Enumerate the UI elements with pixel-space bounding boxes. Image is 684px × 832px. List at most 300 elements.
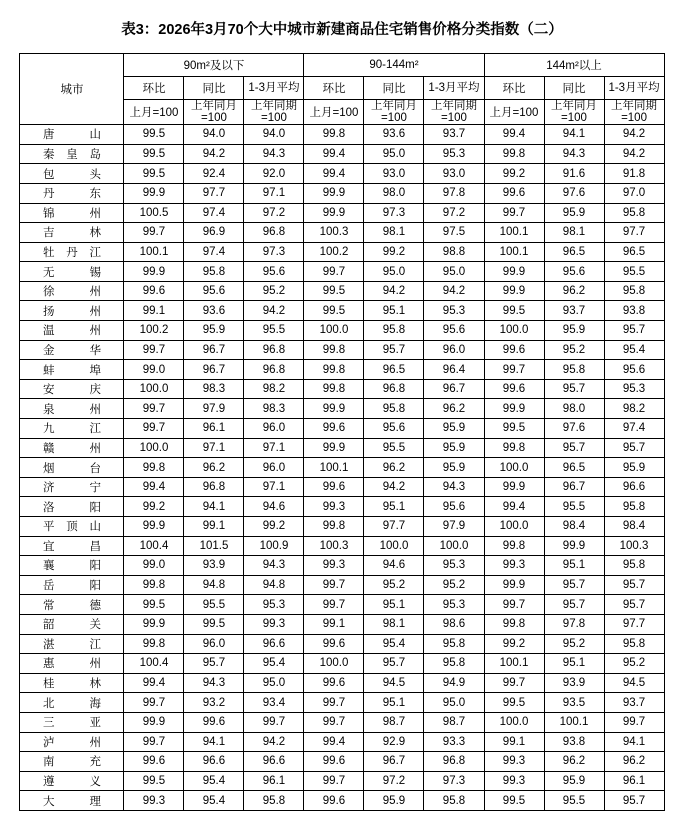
value-cell: 99.5 (484, 693, 544, 713)
value-cell: 99.4 (304, 732, 364, 752)
table-row (20, 223, 664, 243)
city-name-cell (20, 144, 124, 164)
value-cell: 95.7 (604, 791, 664, 811)
city-name: 唐山 (42, 129, 101, 142)
value-cell: 100.2 (124, 321, 184, 341)
value-cell: 93.7 (604, 693, 664, 713)
value-cell: 91.8 (604, 164, 664, 184)
value-cell: 96.0 (244, 419, 304, 439)
value-cell: 96.7 (424, 379, 484, 399)
base-g2-avg: 上年同期=100 (424, 100, 484, 125)
city-name: 岳阳 (42, 580, 101, 593)
value-cell: 96.1 (184, 419, 244, 439)
value-cell: 95.1 (364, 497, 424, 517)
value-cell: 94.1 (544, 125, 604, 145)
value-cell: 100.0 (124, 438, 184, 458)
value-cell: 100.0 (484, 321, 544, 341)
table-row (20, 262, 664, 282)
value-cell: 95.6 (244, 262, 304, 282)
value-cell: 95.9 (184, 321, 244, 341)
value-cell: 96.2 (424, 399, 484, 419)
value-cell: 95.3 (244, 595, 304, 615)
value-cell: 99.8 (484, 438, 544, 458)
table-row (20, 634, 664, 654)
city-name-cell (20, 771, 124, 791)
value-cell: 100.5 (124, 203, 184, 223)
value-cell: 99.7 (124, 223, 184, 243)
value-cell: 101.5 (184, 536, 244, 556)
value-cell: 94.1 (184, 497, 244, 517)
value-cell: 97.1 (184, 438, 244, 458)
value-cell: 94.9 (424, 673, 484, 693)
value-cell: 93.2 (184, 693, 244, 713)
value-cell: 96.6 (184, 752, 244, 772)
table-row (20, 419, 664, 439)
city-name-cell (20, 595, 124, 615)
value-cell: 95.8 (364, 321, 424, 341)
value-cell: 99.9 (304, 183, 364, 203)
value-cell: 99.2 (364, 242, 424, 262)
value-cell: 95.0 (364, 144, 424, 164)
value-cell: 95.9 (364, 791, 424, 811)
base-g3-avg: 上年同期=100 (604, 100, 664, 125)
value-cell: 94.5 (364, 673, 424, 693)
city-name-cell (20, 654, 124, 674)
value-cell: 100.3 (304, 536, 364, 556)
value-cell: 99.9 (484, 477, 544, 497)
value-cell: 99.1 (484, 732, 544, 752)
subheader-g3-yoy: 同比 (544, 77, 604, 100)
subheader-g2-avg: 1-3月平均 (424, 77, 484, 100)
value-cell: 99.9 (124, 262, 184, 282)
value-cell: 98.2 (604, 399, 664, 419)
city-name: 三亚 (42, 717, 101, 730)
value-cell: 99.5 (484, 301, 544, 321)
value-cell: 95.1 (364, 693, 424, 713)
city-name-cell (20, 242, 124, 262)
value-cell: 96.8 (184, 477, 244, 497)
city-name-cell (20, 125, 124, 145)
value-cell: 99.9 (544, 536, 604, 556)
value-cell: 95.6 (544, 262, 604, 282)
value-cell: 95.8 (364, 399, 424, 419)
value-cell: 93.0 (364, 164, 424, 184)
city-name: 无锡 (42, 266, 101, 279)
value-cell: 97.5 (424, 223, 484, 243)
city-name: 大理 (42, 795, 101, 808)
value-cell: 94.3 (184, 673, 244, 693)
value-cell: 99.5 (304, 281, 364, 301)
value-cell: 93.0 (424, 164, 484, 184)
city-name-cell (20, 438, 124, 458)
value-cell: 95.9 (604, 458, 664, 478)
value-cell: 96.0 (244, 458, 304, 478)
city-name: 泉州 (42, 403, 101, 416)
value-cell: 95.2 (604, 654, 664, 674)
value-cell: 95.8 (184, 262, 244, 282)
value-cell: 95.2 (364, 575, 424, 595)
table-row (20, 242, 664, 262)
value-cell: 99.1 (124, 301, 184, 321)
column-header-city: 城市 (20, 54, 124, 125)
value-cell: 95.0 (364, 262, 424, 282)
city-name-cell (20, 517, 124, 537)
subheader-g3-avg: 1-3月平均 (604, 77, 664, 100)
group-header-90-144-label: 90-144m² (369, 59, 419, 71)
value-cell: 99.6 (304, 419, 364, 439)
value-cell: 96.2 (184, 458, 244, 478)
subheader-g3-mom: 环比 (484, 77, 544, 100)
table-row (20, 654, 664, 674)
header-row-groups (20, 54, 664, 77)
value-cell: 99.3 (484, 752, 544, 772)
value-cell: 99.6 (304, 634, 364, 654)
value-cell: 99.6 (484, 183, 544, 203)
value-cell: 99.8 (304, 360, 364, 380)
table-row (20, 712, 664, 732)
value-cell: 95.7 (604, 575, 664, 595)
value-cell: 95.5 (544, 791, 604, 811)
value-cell: 100.0 (364, 536, 424, 556)
value-cell: 99.5 (124, 771, 184, 791)
value-cell: 99.6 (304, 752, 364, 772)
value-cell: 95.5 (244, 321, 304, 341)
value-cell: 99.7 (604, 712, 664, 732)
city-name-cell (20, 477, 124, 497)
value-cell: 99.9 (124, 712, 184, 732)
table-row (20, 301, 664, 321)
value-cell: 96.5 (604, 242, 664, 262)
value-cell: 99.6 (184, 712, 244, 732)
value-cell: 94.3 (544, 144, 604, 164)
value-cell: 99.7 (484, 673, 544, 693)
value-cell: 95.8 (424, 654, 484, 674)
value-cell: 91.6 (544, 164, 604, 184)
value-cell: 99.7 (124, 732, 184, 752)
subheader-g1-mom: 环比 (124, 77, 184, 100)
table-row (20, 536, 664, 556)
city-name-cell (20, 183, 124, 203)
value-cell: 95.7 (364, 340, 424, 360)
value-cell: 95.7 (364, 654, 424, 674)
value-cell: 95.0 (244, 673, 304, 693)
value-cell: 93.7 (544, 301, 604, 321)
value-cell: 99.7 (124, 340, 184, 360)
value-cell: 94.3 (424, 477, 484, 497)
city-name: 徐州 (42, 286, 101, 299)
value-cell: 99.7 (304, 575, 364, 595)
city-name-cell (20, 458, 124, 478)
value-cell: 99.5 (124, 595, 184, 615)
value-cell: 95.4 (604, 340, 664, 360)
value-cell: 94.8 (244, 575, 304, 595)
value-cell: 94.6 (364, 556, 424, 576)
base-g3-mom: 上月=100 (484, 100, 544, 125)
value-cell: 95.9 (424, 438, 484, 458)
group-header-144-and-above-label: 144m²以上 (546, 60, 602, 72)
city-name-cell (20, 732, 124, 752)
city-name: 桂林 (42, 678, 101, 691)
value-cell: 99.9 (484, 399, 544, 419)
city-name: 韶关 (42, 619, 101, 632)
value-cell: 98.1 (544, 223, 604, 243)
value-cell: 99.7 (304, 693, 364, 713)
value-cell: 94.2 (244, 732, 304, 752)
value-cell: 99.6 (124, 752, 184, 772)
city-name: 惠州 (42, 658, 101, 671)
city-name-cell (20, 712, 124, 732)
table-row (20, 360, 664, 380)
city-name-cell (20, 575, 124, 595)
value-cell: 95.3 (424, 144, 484, 164)
city-name: 湛江 (42, 638, 101, 651)
value-cell: 97.7 (604, 223, 664, 243)
city-name-cell (20, 321, 124, 341)
city-name: 牡丹江 (42, 246, 101, 259)
table-row (20, 438, 664, 458)
city-name-cell (20, 301, 124, 321)
value-cell: 95.2 (544, 340, 604, 360)
city-name: 九江 (42, 423, 101, 436)
value-cell: 94.2 (364, 281, 424, 301)
value-cell: 97.8 (424, 183, 484, 203)
value-cell: 97.3 (364, 203, 424, 223)
value-cell: 94.1 (604, 732, 664, 752)
value-cell: 100.1 (484, 242, 544, 262)
value-cell: 100.0 (124, 379, 184, 399)
value-cell: 95.6 (184, 281, 244, 301)
value-cell: 99.5 (304, 301, 364, 321)
value-cell: 96.4 (424, 360, 484, 380)
value-cell: 95.7 (544, 575, 604, 595)
city-name-cell (20, 262, 124, 282)
value-cell: 96.0 (184, 634, 244, 654)
value-cell: 96.2 (364, 458, 424, 478)
value-cell: 100.3 (304, 223, 364, 243)
city-name: 常德 (42, 599, 101, 612)
table-row (20, 556, 664, 576)
table-head (20, 54, 664, 125)
value-cell: 95.8 (544, 360, 604, 380)
value-cell: 95.6 (424, 497, 484, 517)
value-cell: 96.7 (184, 340, 244, 360)
value-cell: 95.9 (424, 419, 484, 439)
value-cell: 100.3 (604, 536, 664, 556)
value-cell: 99.3 (484, 771, 544, 791)
city-name-cell (20, 340, 124, 360)
value-cell: 95.8 (604, 556, 664, 576)
value-cell: 97.6 (544, 183, 604, 203)
value-cell: 96.8 (244, 360, 304, 380)
value-cell: 100.0 (304, 321, 364, 341)
value-cell: 96.6 (244, 752, 304, 772)
value-cell: 99.9 (484, 262, 544, 282)
value-cell: 99.1 (184, 517, 244, 537)
value-cell: 94.8 (184, 575, 244, 595)
value-cell: 97.2 (424, 203, 484, 223)
value-cell: 98.4 (544, 517, 604, 537)
value-cell: 99.6 (304, 673, 364, 693)
value-cell: 100.4 (124, 654, 184, 674)
city-name-cell (20, 536, 124, 556)
value-cell: 93.8 (544, 732, 604, 752)
base-g2-yoy: 上年同月=100 (364, 100, 424, 125)
value-cell: 93.7 (424, 125, 484, 145)
value-cell: 95.9 (544, 203, 604, 223)
value-cell: 94.1 (184, 732, 244, 752)
value-cell: 100.9 (244, 536, 304, 556)
value-cell: 95.3 (424, 595, 484, 615)
value-cell: 99.0 (124, 360, 184, 380)
value-cell: 99.3 (304, 556, 364, 576)
value-cell: 99.5 (124, 125, 184, 145)
city-name: 平顶山 (42, 521, 101, 534)
value-cell: 99.2 (244, 517, 304, 537)
value-cell: 98.3 (244, 399, 304, 419)
group-header-90-and-below-label: 90m²及以下 (183, 60, 245, 72)
value-cell: 99.7 (484, 595, 544, 615)
city-name-cell (20, 614, 124, 634)
value-cell: 97.2 (364, 771, 424, 791)
value-cell: 94.0 (184, 125, 244, 145)
table-row (20, 164, 664, 184)
value-cell: 97.9 (184, 399, 244, 419)
value-cell: 99.8 (484, 144, 544, 164)
value-cell: 98.3 (184, 379, 244, 399)
value-cell: 93.8 (604, 301, 664, 321)
value-cell: 96.8 (424, 752, 484, 772)
value-cell: 94.3 (244, 144, 304, 164)
value-cell: 95.3 (604, 379, 664, 399)
value-cell: 99.5 (184, 614, 244, 634)
group-header-144-and-above (484, 54, 664, 77)
value-cell: 97.1 (244, 477, 304, 497)
subheader-g2-mom: 环比 (304, 77, 364, 100)
table-row (20, 379, 664, 399)
city-name-cell (20, 634, 124, 654)
value-cell: 96.9 (184, 223, 244, 243)
value-cell: 100.1 (304, 458, 364, 478)
value-cell: 98.7 (424, 712, 484, 732)
city-name-cell (20, 673, 124, 693)
value-cell: 100.1 (124, 242, 184, 262)
city-name-cell (20, 791, 124, 811)
value-cell: 99.5 (124, 144, 184, 164)
value-cell: 97.1 (244, 183, 304, 203)
city-name: 襄阳 (42, 560, 101, 573)
value-cell: 96.6 (244, 634, 304, 654)
value-cell: 99.3 (124, 791, 184, 811)
value-cell: 99.9 (124, 183, 184, 203)
value-cell: 99.4 (484, 497, 544, 517)
value-cell: 95.6 (364, 419, 424, 439)
value-cell: 99.3 (304, 497, 364, 517)
base-g1-yoy: 上年同月=100 (184, 100, 244, 125)
value-cell: 94.6 (244, 497, 304, 517)
table-row (20, 125, 664, 145)
group-header-90-144 (304, 54, 484, 77)
value-cell: 100.0 (484, 712, 544, 732)
value-cell: 99.3 (244, 614, 304, 634)
city-name-cell (20, 164, 124, 184)
subheader-g1-yoy: 同比 (184, 77, 244, 100)
city-name: 蚌埠 (42, 364, 101, 377)
table-row (20, 203, 664, 223)
subheader-g2-yoy: 同比 (364, 77, 424, 100)
city-name: 遵义 (42, 776, 101, 789)
value-cell: 92.4 (184, 164, 244, 184)
city-name-cell (20, 203, 124, 223)
value-cell: 94.2 (604, 125, 664, 145)
value-cell: 96.2 (544, 281, 604, 301)
value-cell: 99.7 (304, 595, 364, 615)
value-cell: 94.0 (244, 125, 304, 145)
value-cell: 94.3 (244, 556, 304, 576)
city-name-cell (20, 556, 124, 576)
value-cell: 96.6 (604, 477, 664, 497)
value-cell: 97.9 (424, 517, 484, 537)
value-cell: 95.8 (244, 791, 304, 811)
value-cell: 97.7 (604, 614, 664, 634)
value-cell: 99.9 (124, 517, 184, 537)
page-title: 表3：2026年3月70个大中城市新建商品住宅销售价格分类指数（二） (121, 22, 563, 38)
value-cell: 100.1 (484, 654, 544, 674)
value-cell: 95.0 (424, 693, 484, 713)
value-cell: 93.3 (424, 732, 484, 752)
table-row (20, 771, 664, 791)
value-cell: 96.8 (364, 379, 424, 399)
value-cell: 93.6 (364, 125, 424, 145)
value-cell: 96.7 (544, 477, 604, 497)
table-row (20, 144, 664, 164)
value-cell: 95.1 (544, 556, 604, 576)
value-cell: 99.2 (124, 497, 184, 517)
value-cell: 95.5 (604, 262, 664, 282)
value-cell: 99.8 (484, 536, 544, 556)
value-cell: 100.4 (124, 536, 184, 556)
value-cell: 95.4 (184, 771, 244, 791)
value-cell: 95.7 (604, 321, 664, 341)
value-cell: 100.0 (424, 536, 484, 556)
value-cell: 92.9 (364, 732, 424, 752)
value-cell: 97.4 (184, 242, 244, 262)
value-cell: 95.1 (364, 301, 424, 321)
table-row (20, 732, 664, 752)
value-cell: 99.7 (484, 203, 544, 223)
value-cell: 95.3 (424, 301, 484, 321)
value-cell: 98.1 (364, 614, 424, 634)
value-cell: 99.6 (484, 340, 544, 360)
value-cell: 96.8 (244, 223, 304, 243)
value-cell: 97.7 (184, 183, 244, 203)
city-name: 锦州 (42, 207, 101, 220)
table-row (20, 497, 664, 517)
value-cell: 100.2 (304, 242, 364, 262)
value-cell: 97.3 (424, 771, 484, 791)
table-row (20, 399, 664, 419)
base-g1-avg: 上年同期=100 (244, 100, 304, 125)
table-row (20, 281, 664, 301)
value-cell: 97.4 (604, 419, 664, 439)
table-row (20, 752, 664, 772)
value-cell: 99.7 (244, 712, 304, 732)
value-cell: 99.4 (484, 125, 544, 145)
value-cell: 99.9 (124, 614, 184, 634)
city-name-cell (20, 419, 124, 439)
city-name: 吉林 (42, 227, 101, 240)
table-row (20, 595, 664, 615)
table-body (20, 125, 664, 811)
